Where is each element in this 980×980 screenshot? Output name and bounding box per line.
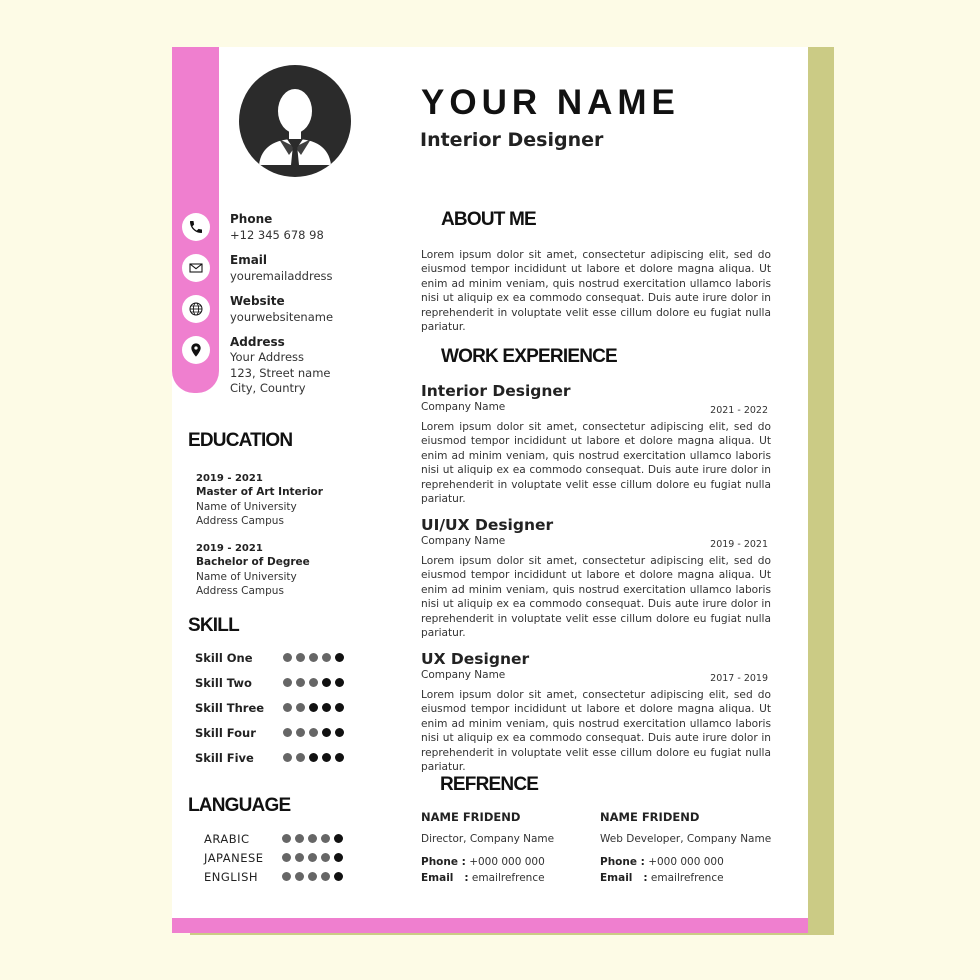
rating-dot [283, 653, 292, 662]
education-university: Name of University [196, 571, 297, 583]
skill-name: Skill Four [195, 726, 256, 740]
rating-dot [334, 834, 343, 843]
experience-dates: 2017 - 2019 [710, 673, 768, 684]
skill-row [195, 651, 355, 667]
email-icon [182, 254, 210, 282]
rating-dot [309, 703, 318, 712]
skill-row [195, 701, 355, 717]
pink-side-bar [172, 47, 219, 207]
experience-company: Company Name [421, 669, 506, 681]
experience-title: Interior Designer [421, 382, 571, 400]
person-icon [239, 65, 351, 177]
rating-dot [322, 678, 331, 687]
skill-rating [283, 753, 344, 762]
rating-dot [335, 703, 344, 712]
skill-name: Skill Three [195, 701, 265, 715]
person-name: YOUR NAME [421, 83, 680, 122]
rating-dot [321, 853, 330, 862]
website-label: Website [230, 294, 285, 308]
rating-dot [282, 834, 291, 843]
rating-dot [296, 753, 305, 762]
experience-text: Lorem ipsum dolor sit amet, consectetur adipiscing elit, sed do eiusmod tempor incididunt ut labore et dolore magna aliqua. Ut enim ad minim veniam, quis nostrud exercitation ullamco laboris nisi ut aliquip ex ea commodo consequat. Duis aute irure dolor in reprehenderit in voluptate velit esse cillum dolore eu fugiat nulla pariatur. [421, 555, 771, 640]
address-line: Your Address [230, 350, 305, 364]
avatar [239, 65, 351, 177]
rating-dot [308, 834, 317, 843]
rating-dot [283, 703, 292, 712]
experience-title: UX Designer [421, 650, 530, 668]
reference-name: NAME FRIDEND [600, 810, 700, 824]
about-heading: ABOUT ME [441, 209, 536, 230]
reference-phone [421, 854, 611, 870]
rating-dot [335, 753, 344, 762]
skill-name: Skill Five [195, 751, 254, 765]
language-rating [282, 872, 343, 881]
rating-dot [283, 728, 292, 737]
reference-email [421, 870, 611, 886]
rating-dot [309, 653, 318, 662]
language-rating [282, 853, 343, 862]
reference-name: NAME FRIDEND [421, 810, 521, 824]
skill-rating [283, 703, 344, 712]
education-years: 2019 - 2021 [196, 473, 263, 484]
reference-email-value: emailrefrence [650, 872, 724, 884]
rating-dot [296, 728, 305, 737]
rating-dot [322, 653, 331, 662]
rating-dot [296, 703, 305, 712]
experience-dates: 2019 - 2021 [710, 539, 768, 550]
rating-dot [335, 653, 344, 662]
reference-email-value: emailrefrence [471, 872, 545, 884]
rating-dot [334, 872, 343, 881]
reference-role: Web Developer, Company Name [600, 833, 772, 845]
address-value [230, 350, 330, 397]
location-pin-icon [182, 336, 210, 364]
rating-dot [283, 753, 292, 762]
rating-dot [309, 678, 318, 687]
language-row [204, 851, 354, 867]
reference-phone-label: Phone : [421, 856, 466, 868]
education-campus: Address Campus [196, 515, 284, 527]
language-heading: LANGUAGE [188, 795, 291, 816]
email-label: Email [230, 253, 268, 267]
phone-value: +12 345 678 98 [230, 228, 324, 242]
rating-dot [335, 678, 344, 687]
skill-heading: SKILL [188, 615, 239, 636]
rating-dot [282, 872, 291, 881]
skill-rating [283, 653, 344, 662]
reference-phone-value: +000 000 000 [469, 856, 545, 868]
globe-icon [182, 295, 210, 323]
reference-phone-value: +000 000 000 [648, 856, 724, 868]
language-name: ARABIC [204, 832, 250, 846]
skill-row [195, 751, 355, 767]
reference-phone [600, 854, 790, 870]
rating-dot [282, 853, 291, 862]
rating-dot [295, 872, 304, 881]
education-heading: EDUCATION [188, 430, 293, 451]
rating-dot [322, 703, 331, 712]
experience-company: Company Name [421, 401, 506, 413]
experience-text: Lorem ipsum dolor sit amet, consectetur adipiscing elit, sed do eiusmod tempor incididunt ut labore et dolore magna aliqua. Ut enim ad minim veniam, quis nostrud exercitation ullamco laboris nisi ut aliquip ex ea commodo consequat. Duis aute irure dolor in reprehenderit in voluptate velit esse cillum dolore eu fugiat nulla pariatur. [421, 421, 771, 506]
resume-page [172, 47, 808, 918]
rating-dot [321, 834, 330, 843]
rating-dot [283, 678, 292, 687]
experience-title: UI/UX Designer [421, 516, 554, 534]
skill-rating [283, 678, 344, 687]
email-value: youremailaddress [230, 269, 333, 283]
website-value: yourwebsitename [230, 310, 334, 324]
address-label: Address [230, 335, 285, 349]
job-title: Interior Designer [420, 129, 604, 151]
rating-dot [322, 753, 331, 762]
reference-role: Director, Company Name [421, 833, 555, 845]
reference-card [600, 810, 790, 886]
language-row [204, 870, 354, 886]
phone-label: Phone [230, 212, 273, 226]
work-experience-heading: WORK EXPERIENCE [441, 346, 617, 367]
language-rating [282, 834, 343, 843]
phone-icon [182, 213, 210, 241]
education-university: Name of University [196, 501, 297, 513]
reference-email-label: Email : [600, 872, 648, 884]
reference-card [421, 810, 611, 886]
rating-dot [308, 853, 317, 862]
experience-dates: 2021 - 2022 [710, 405, 768, 416]
education-degree: Bachelor of Degree [196, 556, 310, 568]
rating-dot [295, 834, 304, 843]
skill-row [195, 726, 355, 742]
about-text: Lorem ipsum dolor sit amet, consectetur adipiscing elit, sed do eiusmod tempor incididunt ut labore et dolore magna aliqua. Ut enim ad minim veniam, quis nostrud exercitation ullamco laboris nisi ut aliquip ex ea commodo consequat. Duis aute irure dolor in reprehenderit in voluptate velit esse cillum dolore eu fugiat nulla pariatur. [421, 249, 771, 334]
rating-dot [322, 728, 331, 737]
experience-company: Company Name [421, 535, 506, 547]
rating-dot [295, 853, 304, 862]
reference-phone-label: Phone : [600, 856, 645, 868]
address-line: City, Country [230, 381, 306, 395]
language-name: JAPANESE [204, 851, 264, 865]
education-degree: Master of Art Interior [196, 486, 323, 498]
education-years: 2019 - 2021 [196, 543, 263, 554]
language-name: ENGLISH [204, 870, 259, 884]
skill-name: Skill Two [195, 676, 252, 690]
rating-dot [321, 872, 330, 881]
reference-email-label: Email : [421, 872, 469, 884]
skill-row [195, 676, 355, 692]
experience-text: Lorem ipsum dolor sit amet, consectetur adipiscing elit, sed do eiusmod tempor incididunt ut labore et dolore magna aliqua. Ut enim ad minim veniam, quis nostrud exercitation ullamco laboris nisi ut aliquip ex ea commodo consequat. Duis aute irure dolor in reprehenderit in voluptate velit esse cillum dolore eu fugiat nulla pariatur. [421, 689, 771, 774]
pink-bottom-band [172, 918, 808, 933]
rating-dot [309, 728, 318, 737]
rating-dot [335, 728, 344, 737]
skill-name: Skill One [195, 651, 253, 665]
education-campus: Address Campus [196, 585, 284, 597]
rating-dot [309, 753, 318, 762]
reference-email [600, 870, 790, 886]
address-line: 123, Street name [230, 365, 331, 380]
rating-dot [296, 653, 305, 662]
rating-dot [334, 853, 343, 862]
rating-dot [308, 872, 317, 881]
language-row [204, 832, 354, 848]
rating-dot [296, 678, 305, 687]
skill-rating [283, 728, 344, 737]
reference-heading: REFRENCE [440, 774, 539, 795]
